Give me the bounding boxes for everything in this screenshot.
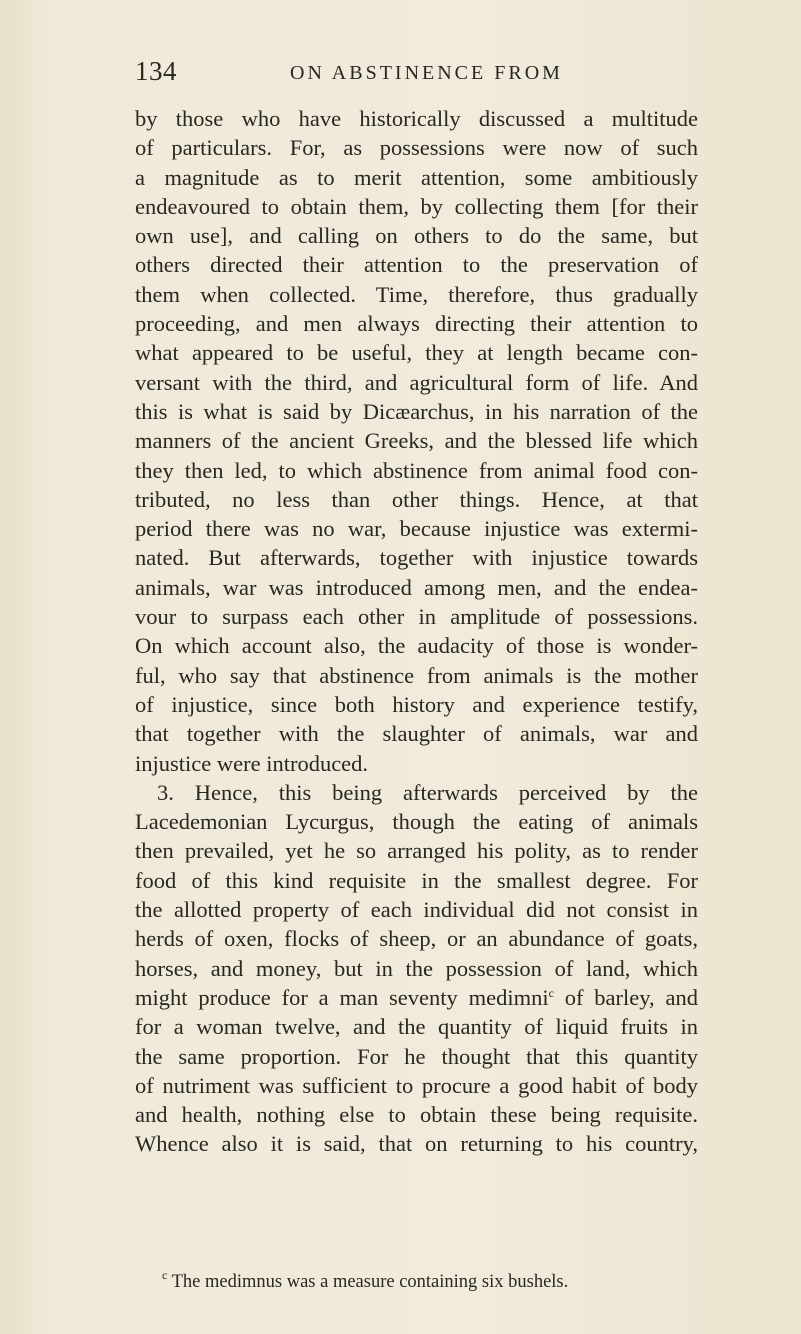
footnote-marker: c: [162, 1268, 168, 1282]
text-line: this is what is said by Dicæarchus, in his narration of the: [135, 398, 698, 424]
text-line: others directed their attention to the preservation of: [135, 252, 698, 278]
text-line: horses, and money, but in the possession of land, which: [135, 955, 698, 981]
text-line: they then led, to which abstinence from animal food con-: [135, 457, 698, 483]
line-text: of barley, and: [553, 984, 698, 1010]
text-line: injustice were introduced.: [135, 750, 369, 776]
text-line: and health, nothing else to obtain these being requisite.: [135, 1102, 698, 1128]
text-line: of injustice, since both history and experience testify,: [135, 691, 698, 717]
text-line: them when collected. Time, therefore, thus gradually: [135, 281, 698, 307]
footnote-text: The medimnus was a measure containing six bushels.: [167, 1272, 569, 1292]
text-line: the allotted property of each individual did not consist in: [135, 897, 698, 923]
text-line: versant with the third, and agricultural form of life. And: [135, 369, 698, 395]
text-line: Lacedemonian Lycurgus, though the eating of animals: [135, 809, 698, 835]
text-line: then prevailed, yet he so arranged his polity, as to render: [135, 838, 698, 864]
text-line: by those who have historically discussed a multitude: [135, 106, 698, 131]
text-line: herds of oxen, flocks of sheep, or an abundance of goats,: [135, 926, 698, 952]
running-head: ON ABSTINENCE FROM: [290, 62, 563, 84]
text-line: manners of the ancient Greeks, and the blessed life which: [135, 428, 698, 454]
footnote: [162, 1270, 722, 1294]
text-line: nated. But afterwards, together with injustice towards: [135, 545, 698, 571]
text-line: of nutriment was sufficient to procure a good habit of body: [135, 1072, 698, 1098]
text-line: vour to surpass each other in amplitude of possessions.: [135, 604, 698, 630]
text-line: that together with the slaughter of animals, war and: [135, 721, 698, 747]
text-line: endeavoured to obtain them, by collecting them [for their: [135, 193, 698, 219]
line-text: might produce for a man seventy medimni: [135, 984, 549, 1010]
text-line: proceeding, and men always directing their attention to: [135, 311, 698, 337]
page-number: 134: [135, 56, 177, 86]
text-line: animals, war was introduced among men, and the endea-: [135, 574, 698, 600]
text-line: own use], and calling on others to do the same, but: [135, 223, 698, 249]
text-line: tributed, no less than other things. Hence, at that: [135, 486, 698, 512]
footnote-reference[interactable]: c: [548, 985, 554, 1000]
text-line: ful, who say that abstinence from animals is the mother: [135, 662, 698, 688]
text-line: Whence also it is said, that on returning to his country,: [135, 1131, 698, 1157]
text-line-with-footnote-ref: [135, 983, 698, 1012]
body-text: [135, 104, 698, 1159]
text-line: period there was no war, because injustice was extermi-: [135, 516, 698, 542]
text-line: On which account also, the audacity of those is wonder-: [135, 633, 698, 659]
text-line: a magnitude as to merit attention, some ambitiously: [135, 164, 698, 190]
text-line: what appeared to be useful, they at length became con-: [135, 340, 698, 366]
text-line: for a woman twelve, and the quantity of liquid fruits in: [135, 1014, 698, 1040]
text-line: of particulars. For, as possessions were now of such: [135, 135, 698, 161]
text-line: food of this kind requisite in the smallest degree. For: [135, 867, 698, 893]
section-start-line: 3. Hence, this being afterwards perceived by the: [157, 779, 698, 805]
text-line: the same proportion. For he thought that this quantity: [135, 1043, 698, 1069]
page-header: [135, 56, 695, 90]
